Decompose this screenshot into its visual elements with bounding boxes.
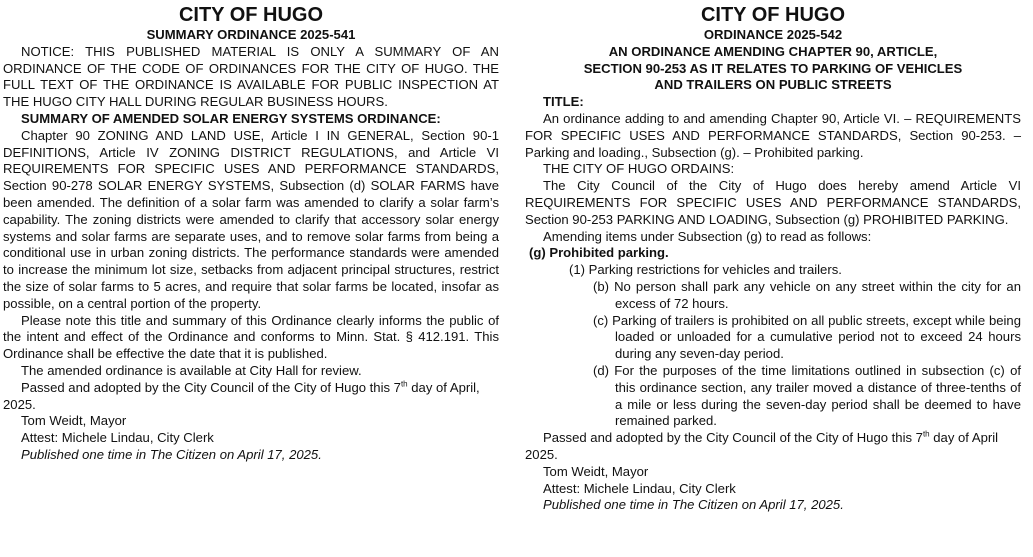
- subsection-c: (c) Parking of trailers is prohibited on all public streets, except while being loaded or unloaded for a cumulative period not to exceed 24 hours during any seven-day period.: [593, 312, 1021, 362]
- subsection-d: (d) For the purposes of the time limitations outlined in subsection (c) of this ordinance section, any trailer moved a distance of three-tenths of a mile or less during the seven-day period shall be deemed to have remained parked.: [593, 362, 1021, 429]
- left-published-line: Published one time in The Citizen on April 17, 2025.: [21, 446, 322, 462]
- right-published-line: Published one time in The Citizen on April 17, 2025.: [543, 497, 844, 513]
- council-paragraph: The City Council of the City of Hugo does hereby amend Article VI REQUIREMENTS FOR SPECIFIC USES AND PERFORMANCE STANDARDS, Section 90-253 PARKING AND LOADING, Subsection (g) PROHIBITED PARKING.: [525, 178, 1021, 227]
- right-heading-line-3: SECTION 90-253 AS IT RELATES TO PARKING OF VEHICLES: [583, 60, 963, 76]
- right-heading-line-4: AND TRAILERS ON PUBLIC STREETS: [654, 77, 892, 93]
- ordains-line: THE CITY OF HUGO ORDAINS:: [543, 161, 735, 177]
- summary-ordinance-541-column: [3, 4, 499, 464]
- left-ordinance-subtitle: SUMMARY ORDINANCE 2025-541: [146, 27, 356, 42]
- summary-body: Chapter 90 ZONING AND LAND USE, Article I IN GENERAL, Section 90-1 DEFINITIONS, Article IV ZONING DISTRICT REGULATIONS, and Article VI REQUIREMENTS FOR SPECIFIC USES AND PERFORMANCE STANDARDS, Section 90-278 SOLAR ENERGY SYSTEMS, Subsection (d) SOLAR FARMS have been amended. The definition of a solar farm was amended to clarify a solar farm’s capability. The zoning districts were amended to clarify that accessory solar energy systems and solar farms are separate uses, and to remove solar farms from being a conditional use in urban zoning districts. The performance standards were amended to increase the minimum lot size, setbacks from adjacent principal structures, restrict the size of solar farms to 5 acres, and require that solar farms be located, insofar as possible, on a central portion of the property.: [3, 127, 499, 311]
- parking-restrictions-item: (1) Parking restrictions for vehicles and trailers.: [569, 262, 842, 278]
- title-body: An ordinance adding to and amending Chapter 90, Article VI. – REQUIREMENTS FOR SPECIFIC USES AND PERFORMANCE STANDARDS, Section 90-253. – Parking and loading., Subsection (g). – Prohibited parking.: [525, 110, 1021, 160]
- right-passed-adopted: [525, 430, 1021, 464]
- right-passed-date: day of April 2025.: [525, 430, 999, 462]
- left-passed-text: Passed and adopted by the City Council of the City of Hugo this 7: [21, 379, 401, 395]
- amending-line: Amending items under Subsection (g) to read as follows:: [543, 228, 872, 244]
- right-mayor-line: Tom Weidt, Mayor: [543, 463, 649, 479]
- right-passed-text: Passed and adopted by the City Council of the City of Hugo this 7: [543, 430, 923, 446]
- left-passed-ordinal: th: [400, 379, 408, 389]
- notice-paragraph: NOTICE: THIS PUBLISHED MATERIAL IS ONLY A SUMMARY OF AN ORDINANCE OF THE CODE OF ORDINANCES FOR THE CITY OF HUGO. THE FULL TEXT OF THE ORDINANCE IS AVAILABLE FOR PUBLIC INSPECTION AT THE HUGO CITY HALL DURING REGULAR BUSINESS HOURS.: [3, 43, 499, 110]
- right-ordinance-number: ORDINANCE 2025-542: [703, 27, 843, 42]
- subsection-b: (b) No person shall park any vehicle on any street within the city for an excess of 72 hours.: [593, 278, 1021, 311]
- note-paragraph: Please note this title and summary of this Ordinance clearly informs the public of the intent and effect of the Ordinance and conforms to Minn. Stat. § 412.191. This Ordinance shall be effective the date that it is published.: [3, 312, 499, 362]
- left-city-title: CITY OF HUGO: [178, 4, 324, 26]
- right-passed-ordinal: th: [922, 429, 930, 439]
- availability-line: The amended ordinance is available at City Hall for review.: [21, 362, 362, 378]
- right-attest-line: Attest: Michele Lindau, City Clerk: [543, 480, 736, 496]
- left-passed-adopted: [3, 380, 499, 414]
- right-heading-line-2: AN ORDINANCE AMENDING CHAPTER 90, ARTICLE,: [608, 43, 938, 59]
- right-city-title: CITY OF HUGO: [700, 4, 846, 26]
- ordinance-542-column: [525, 4, 1021, 514]
- summary-heading: SUMMARY OF AMENDED SOLAR ENERGY SYSTEMS ORDINANCE:: [21, 110, 441, 126]
- left-mayor-line: Tom Weidt, Mayor: [21, 413, 127, 429]
- title-label: TITLE:: [543, 94, 584, 110]
- prohibited-parking-heading: (g) Prohibited parking.: [529, 245, 669, 261]
- left-passed-date: day of April, 2025.: [3, 379, 480, 412]
- left-attest-line: Attest: Michele Lindau, City Clerk: [21, 430, 214, 446]
